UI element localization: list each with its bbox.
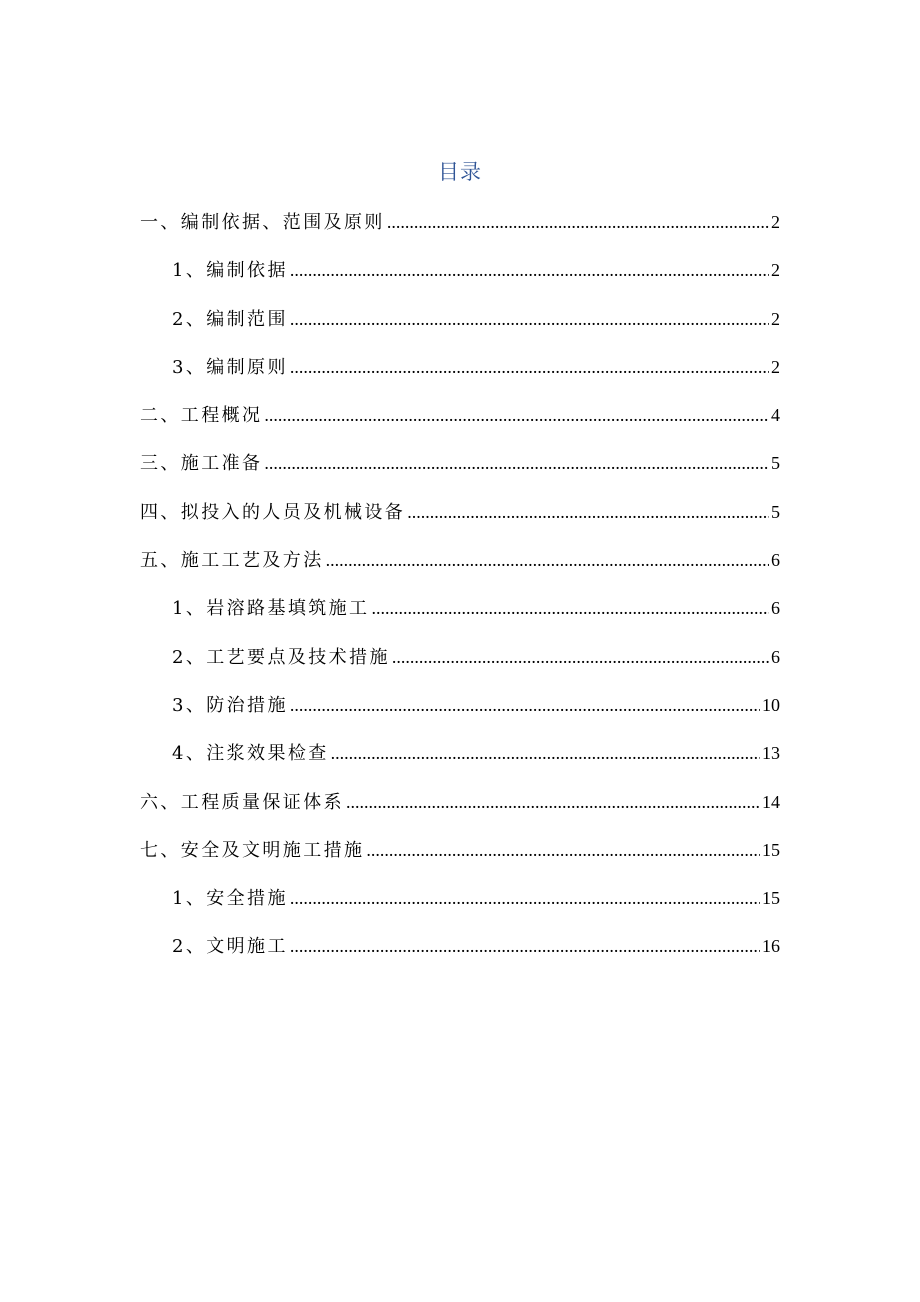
toc-entry-page: 10 [762,694,780,715]
toc-entry-text: 三、施工准备 [140,453,263,475]
toc-entry-page: 5 [771,501,780,522]
toc-leader-dots [290,246,769,294]
toc-entry-text: 1、岩溶路基填筑施工 [172,598,370,620]
toc-leader-dots [290,874,760,922]
toc-title: 目录 [438,160,482,184]
toc-entry-text: 2、文明施工 [172,936,288,958]
toc-entry[interactable] [140,295,780,343]
toc-entry-text: 六、工程质量保证体系 [140,791,344,813]
toc-leader-dots [264,391,769,439]
toc-entry[interactable] [140,246,780,294]
toc-entry[interactable] [140,874,780,922]
toc-entry[interactable] [140,198,780,246]
toc-entry[interactable] [140,922,780,970]
toc-entry-text: 3、防治措施 [172,694,288,716]
toc-leader-dots [290,681,760,729]
toc-entry-page: 13 [762,743,780,764]
toc-entry-text: 3、编制原则 [172,356,288,378]
toc-leader-dots [290,922,760,970]
toc-entry[interactable] [140,633,780,681]
toc-entry-text: 一、编制依据、范围及原则 [140,212,385,233]
toc-entry-page: 6 [771,598,780,619]
toc-leader-dots [392,633,769,681]
toc-entry-text: 4、注浆效果检查 [172,743,329,765]
toc-entry-page: 15 [762,888,780,909]
toc-entry-page: 6 [771,646,780,667]
toc-leader-dots [264,439,769,487]
toc-entry-page: 4 [771,405,780,426]
toc-entry-text: 1、编制依据 [172,260,288,282]
toc-entry[interactable] [140,536,780,584]
toc-leader-dots [290,295,769,343]
toc-entry-text: 五、施工工艺及方法 [140,550,324,572]
toc-entry-page: 15 [762,839,780,860]
toc-leader-dots [387,198,769,246]
toc-entry[interactable] [140,439,780,487]
toc-entry[interactable] [140,778,780,826]
toc-leader-dots [366,826,760,874]
toc-leader-dots [346,778,760,826]
toc-entry-text: 1、安全措施 [172,888,288,910]
toc-entry-page: 14 [762,791,780,812]
toc-entry[interactable] [140,826,780,874]
toc-leader-dots [331,729,760,777]
toc-entry-page: 2 [771,260,780,281]
toc-entry[interactable] [140,729,780,777]
toc-leader-dots [371,584,769,632]
toc-entry-text: 二、工程概况 [140,405,263,427]
toc-entry-page: 2 [771,356,780,377]
toc-entry[interactable] [140,391,780,439]
toc-leader-dots [290,343,769,391]
toc-entry-text: 2、编制范围 [172,308,288,330]
toc-entry[interactable] [140,343,780,391]
toc-leader-dots [326,536,769,584]
toc-entry[interactable] [140,681,780,729]
toc-entry-page: 6 [771,550,780,571]
toc-entry-text: 四、拟投入的人员及机械设备 [140,501,406,523]
toc-entry-text: 七、安全及文明施工措施 [140,839,365,861]
toc-entry-page: 5 [771,453,780,474]
toc-entry-text: 2、工艺要点及技术措施 [172,646,390,668]
toc-list [140,198,780,971]
toc-leader-dots [407,488,769,536]
toc-entry[interactable] [140,488,780,536]
toc-entry[interactable] [140,584,780,632]
toc-entry-page: 2 [771,308,780,329]
toc-entry-page: 2 [771,212,780,232]
toc-entry-page: 16 [762,936,780,957]
